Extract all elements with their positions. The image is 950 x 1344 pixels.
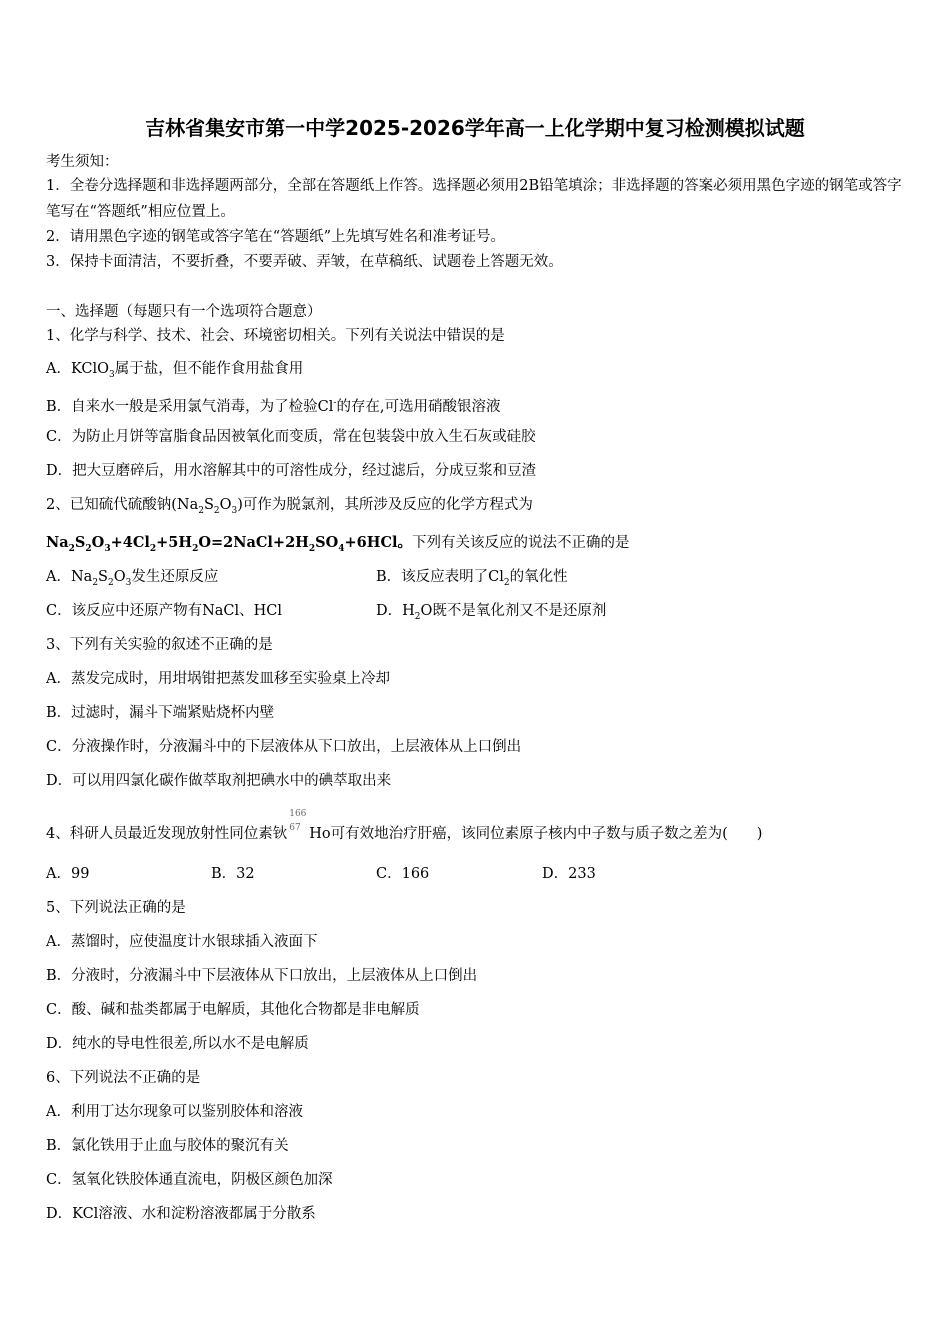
q6-option-a: A．利用丁达尔现象可以鉴别胶体和溶液 (46, 1104, 303, 1120)
q6-stem: 6、下列说法不正确的是 (46, 1070, 201, 1086)
q3-option-c: C．分液操作时，分液漏斗中的下层液体从下口放出，上层液体从上口倒出 (46, 739, 522, 755)
q1-option-b: B．自来水一般是采用氯气消毒，为了检验Cl-的存在,可选用硝酸银溶液 (46, 398, 501, 415)
q4-option-c: C．166 (376, 866, 430, 882)
q5-stem: 5、下列说法正确的是 (46, 900, 186, 916)
q4-option-d: D．233 (542, 866, 596, 882)
q5-option-c: C．酸、碱和盐类都属于电解质，其他化合物都是非电解质 (46, 1002, 420, 1018)
q6-option-d: D．KCl溶液、水和淀粉溶液都属于分散系 (46, 1206, 316, 1222)
q5-option-d: D．纯水的导电性很差,所以水不是电解质 (46, 1036, 309, 1052)
q1-option-d: D．把大豆磨碎后，用水溶解其中的可溶性成分，经过滤后，分成豆浆和豆渣 (46, 463, 537, 479)
q3-option-b: B．过滤时，漏斗下端紧贴烧杯内壁 (46, 705, 275, 721)
section-heading: 一、选择题（每题只有一个选项符合题意） (46, 304, 322, 320)
q4-stem: 4、科研人员最近发现放射性同位素钬 166 67 Ho可有效地治疗肝癌，该同位素原子核内中子数与质子数之差为( ) (46, 809, 763, 842)
q1-option-c: C．为防止月饼等富脂食品因被氧化而变质，常在包装袋中放入生石灰或硅胶 (46, 429, 536, 445)
page-title: 吉林省集安市第一中学2025-2026学年高一上化学期中复习检测模拟试题 (145, 116, 805, 140)
q2-option-c: C．该反应中还原产物有NaCl、HCl (46, 603, 283, 619)
chemical-equation: $Na_2S_2O_3+4Cl_2+5H_2O=2NaCl+2H_2SO_4+6HCl$。 (46, 534, 413, 554)
notice-item-1: 1．全卷分选择题和非选择题两部分，全部在答题纸上作答。选择题必须用2B铅笔填涂；非选择题的答案必须用黑色字迹的钢笔或答字笔写在“答题纸”相应位置上。 (46, 178, 902, 220)
q2-equation: $Na_2S_2O_3+4Cl_2+5H_2O=2NaCl+2H_2SO_4+6HCl$。下列有关该反应的说法不正确的是 (46, 534, 630, 554)
q3-option-a: A．蒸发完成时，用坩埚钳把蒸发皿移至实验桌上冷却 (46, 671, 390, 687)
q3-option-d: D．可以用四氯化碳作做萃取剂把碘水中的碘萃取出来 (46, 773, 392, 789)
notice-item-3: 3．保持卡面清洁，不要折叠，不要弄破、弄皱，在草稿纸、试题卷上答题无效。 (46, 254, 563, 270)
q3-stem: 3、下列有关实验的叙述不正确的是 (46, 637, 273, 653)
q4-option-a: A．99 (46, 866, 90, 882)
q2-option-a: A．$Na_2S_2O_3$发生还原反应 (46, 569, 219, 588)
notice-item-2: 2．请用黑色字迹的钢笔或答字笔在“答题纸”上先填写姓名和准考证号。 (46, 229, 506, 245)
q1-stem: 1、化学与科学、技术、社会、环境密切相关。下列有关说法中错误的是 (46, 328, 505, 344)
q6-option-b: B．氯化铁用于止血与胶体的聚沉有关 (46, 1138, 289, 1154)
notice-heading: 考生须知： (46, 154, 119, 170)
q5-option-a: A．蒸馏时，应使温度计水银球插入液面下 (46, 934, 318, 950)
q4-option-b: B．32 (211, 866, 255, 882)
isotope-notation: 166 67 (289, 809, 307, 833)
q2-option-b: B．该反应表明了$Cl_2$的氧化性 (376, 569, 568, 588)
q1-option-a: A．KClO$_3$属于盐，但不能作食用盐食用 (46, 361, 304, 380)
q6-option-c: C．氢氧化铁胶体通直流电，阴极区颜色加深 (46, 1172, 333, 1188)
q2-option-d: D．$H_2O$既不是氧化剂又不是还原剂 (376, 603, 607, 622)
q2-stem: 2、已知硫代硫酸钠$(Na_2S_2O_3)$可作为脱氯剂，其所涉及反应的化学方程式为 (46, 497, 533, 516)
q5-option-b: B．分液时，分液漏斗中下层液体从下口放出，上层液体从上口倒出 (46, 968, 478, 984)
